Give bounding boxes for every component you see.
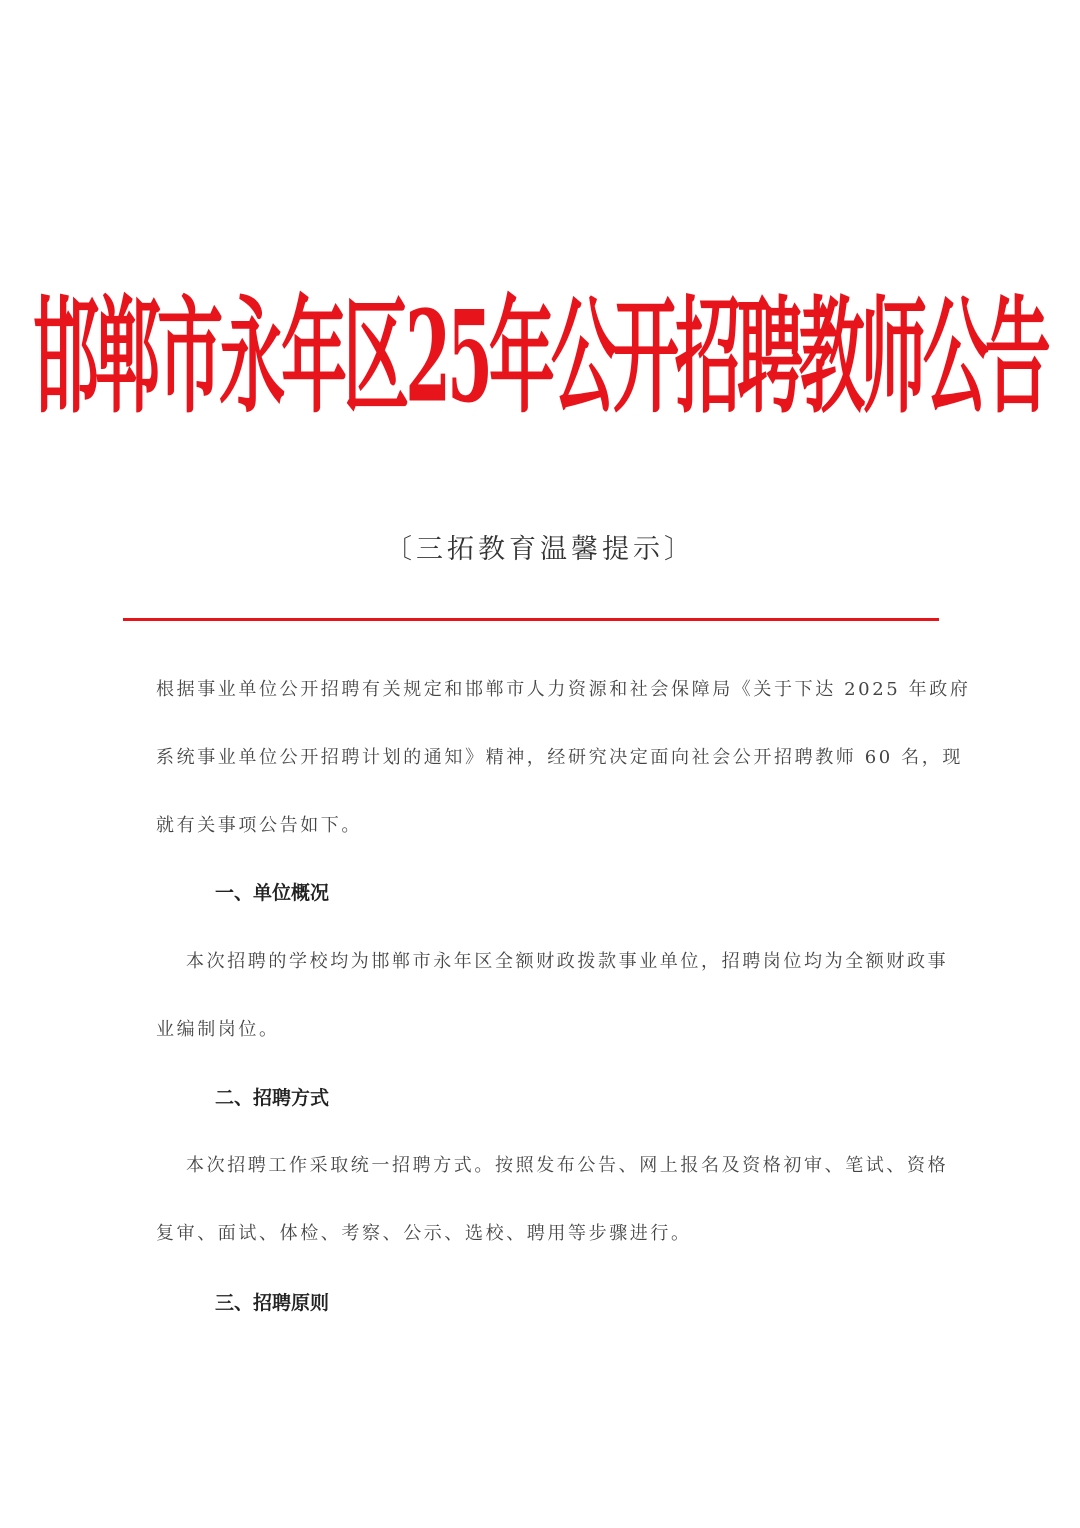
intro-line: 就有关事项公告如下。	[156, 815, 362, 836]
section-heading-recruitment-principle: 三、招聘原则	[215, 1292, 330, 1314]
section-paragraph-unit-overview	[156, 928, 949, 1064]
paragraph-line: 业编制岗位。	[156, 1019, 280, 1040]
section-paragraph-recruitment-method	[156, 1132, 949, 1268]
document-subtitle: 〔三拓教育温馨提示〕	[385, 534, 695, 565]
paragraph-line: 复审、面试、体检、考察、公示、选校、聘用等步骤进行。	[156, 1223, 692, 1244]
section-heading-unit-overview: 一、单位概况	[215, 882, 330, 904]
red-divider-line	[123, 618, 939, 621]
intro-line: 系统事业单位公开招聘计划的通知》精神，经研究决定面向社会公开招聘教师 60 名，现	[156, 747, 963, 768]
intro-line: 根据事业单位公开招聘有关规定和邯郸市人力资源和社会保障局《关于下达 2025 年政府	[156, 679, 971, 700]
paragraph-line: 本次招聘工作采取统一招聘方式。按照发布公告、网上报名及资格初审、笔试、资格	[186, 1155, 949, 1176]
document-title: 邯郸市永年区25年公开招聘教师公告	[33, 282, 1047, 432]
intro-paragraph	[156, 656, 971, 860]
paragraph-line: 本次招聘的学校均为邯郸市永年区全额财政拨款事业单位，招聘岗位均为全额财政事	[186, 951, 949, 972]
section-heading-recruitment-method: 二、招聘方式	[215, 1087, 330, 1109]
